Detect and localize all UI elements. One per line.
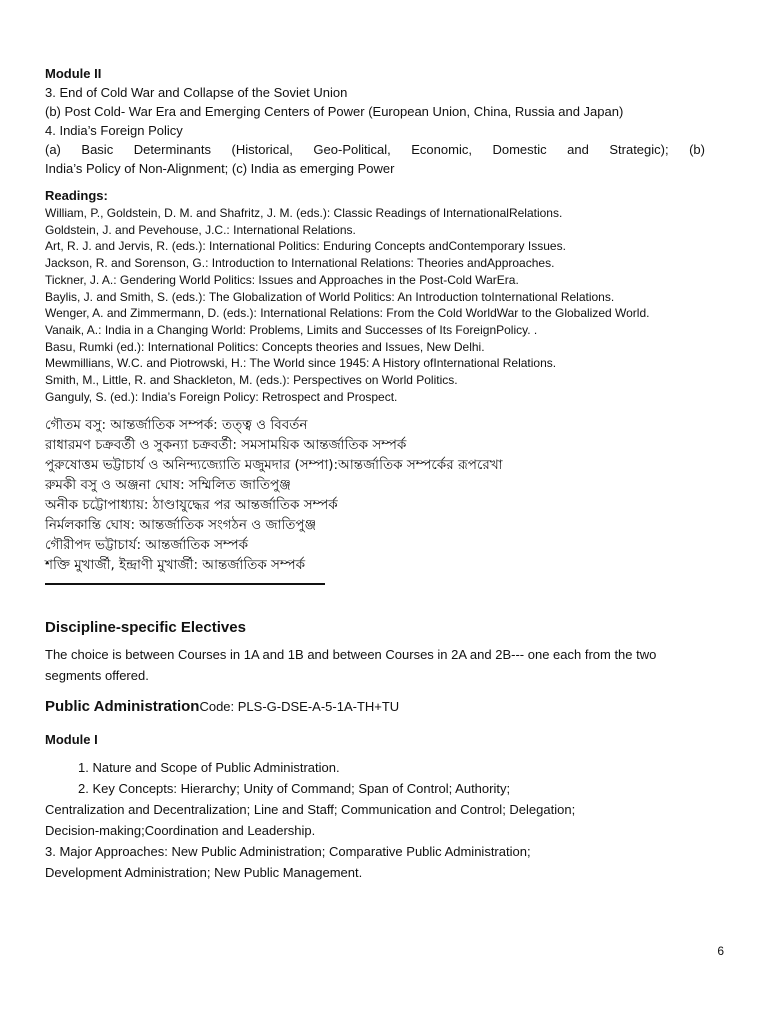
module-ii-heading: Module II	[45, 66, 102, 81]
document-page	[45, 66, 705, 883]
reading-item: Art, R. J. and Jervis, R. (eds.): International Politics: Enduring Concepts andContemporary Issues.	[45, 239, 566, 254]
module-i-line: 1. Nature and Scope of Public Administration.	[78, 760, 340, 776]
module-i-line: Development Administration; New Public Management.	[45, 865, 363, 881]
reading-item: Ganguly, S. (ed.): India’s Foreign Policy: Retrospect and Prospect.	[45, 389, 398, 404]
reading-item: Tickner, J. A.: Gendering World Politics: Issues and Approaches in the Post-Cold WarEra.	[45, 272, 519, 287]
reading-item: Wenger, A. and Zimmermann, D. (eds.): International Relations: From the Cold WorldWar to the Globalized World.	[45, 306, 650, 321]
bengali-reading-item: অনীক চট্টোপাধ্যায়: ঠাণ্ডাযুদ্ধের পর আন্তর্জাতিক সম্পর্ক	[45, 497, 338, 514]
dse-intro: The choice is between Courses in 1A and 1B and between Courses in 2A and 2B--- one each from the two segments offered.	[45, 647, 657, 684]
module-ii-line: (b) Post Cold- War Era and Emerging Centers of Power (European Union, China, Russia and Japan)	[45, 104, 624, 119]
module-i-heading: Module I	[45, 732, 98, 748]
bengali-reading-item: গৌতম বসু: আন্তর্জাতিক সম্পর্ক: তত্ত্ব ও বিবর্তন	[45, 417, 308, 434]
bengali-readings-list	[45, 415, 705, 575]
bengali-reading-item: রুমকী বসু ও অঞ্জনা ঘোষ: সম্মিলিত জাতিপুঞ্জ	[45, 477, 291, 494]
module-i-line: 2. Key Concepts: Hierarchy; Unity of Command; Span of Control; Authority;	[78, 781, 511, 797]
bengali-reading-item: শক্তি মুখার্জী, ইন্দ্রাণী মুখার্জী: আন্তর্জাতিক সম্পর্ক	[45, 557, 306, 574]
reading-item: Basu, Rumki (ed.): International Politics: Concepts theories and Issues, New Delhi.	[45, 339, 485, 354]
reading-item: Smith, M., Little, R. and Shackleton, M. (eds.): Perspectives on World Politics.	[45, 373, 458, 388]
readings-list	[45, 205, 705, 405]
course-title: Public Administration	[45, 698, 200, 716]
module-ii-line: (a) Basic Determinants (Historical, Geo-Political, Economic, Domestic and Strategic); (b)	[45, 142, 705, 157]
bengali-reading-item: রাধারমণ চক্রবর্তী ও সুকন্যা চক্রবর্তী: সমসাময়িক আন্তর্জাতিক সম্পর্ক	[45, 437, 407, 454]
reading-item: Goldstein, J. and Pevehouse, J.C.: International Relations.	[45, 222, 356, 237]
section-divider	[45, 583, 325, 585]
reading-item: Jackson, R. and Sorenson, G.: Introduction to International Relations: Theories andApproaches.	[45, 256, 555, 271]
bengali-reading-item: গৌরীপদ ভট্টাচার্য: আন্তর্জাতিক সম্পর্ক	[45, 537, 249, 554]
reading-item: Vanaik, A.: India in a Changing World: Problems, Limits and Successes of Its ForeignPolicy. .	[45, 322, 538, 337]
bengali-reading-item: নির্মলকান্তি ঘোষ: আন্তর্জাতিক সংগঠন ও জাতিপুঞ্জ	[45, 517, 317, 534]
module-i-line: Centralization and Decentralization; Line and Staff; Communication and Control; Delegation;	[45, 802, 576, 818]
course-heading	[45, 698, 705, 716]
module-ii-line: India’s Policy of Non-Alignment; (c) India as emerging Power	[45, 161, 395, 176]
reading-item: Baylis, J. and Smith, S. (eds.): The Globalization of World Politics: An Introduction toInternational Relations.	[45, 289, 615, 304]
course-code: Code: PLS-G-DSE-A-5-1A-TH+TU	[199, 699, 400, 715]
readings-heading: Readings:	[45, 188, 108, 203]
reading-item: Mewmillians, W.C. and Piotrowski, H.: The World since 1945: A History ofInternational Relations.	[45, 356, 557, 371]
module-ii-line: 4. India’s Foreign Policy	[45, 123, 183, 138]
bengali-reading-item: পুরুষোত্তম ভট্টাচার্য ও অনিন্দ্যজ্যোতি মজুমদার (সম্পা):আন্তর্জাতিক সম্পর্কের রূপরেখা	[45, 457, 503, 474]
reading-item: William, P., Goldstein, D. M. and Shafritz, J. M. (eds.): Classic Readings of InternationalRelations.	[45, 206, 563, 220]
module-i-line: Decision-making;Coordination and Leadership.	[45, 823, 316, 839]
dse-heading: Discipline-specific Electives	[45, 619, 246, 637]
module-ii-line: 3. End of Cold War and Collapse of the Soviet Union	[45, 85, 348, 100]
module-i-line: 3. Major Approaches: New Public Administration; Comparative Public Administration;	[45, 844, 531, 860]
page-number: 6	[717, 944, 724, 958]
